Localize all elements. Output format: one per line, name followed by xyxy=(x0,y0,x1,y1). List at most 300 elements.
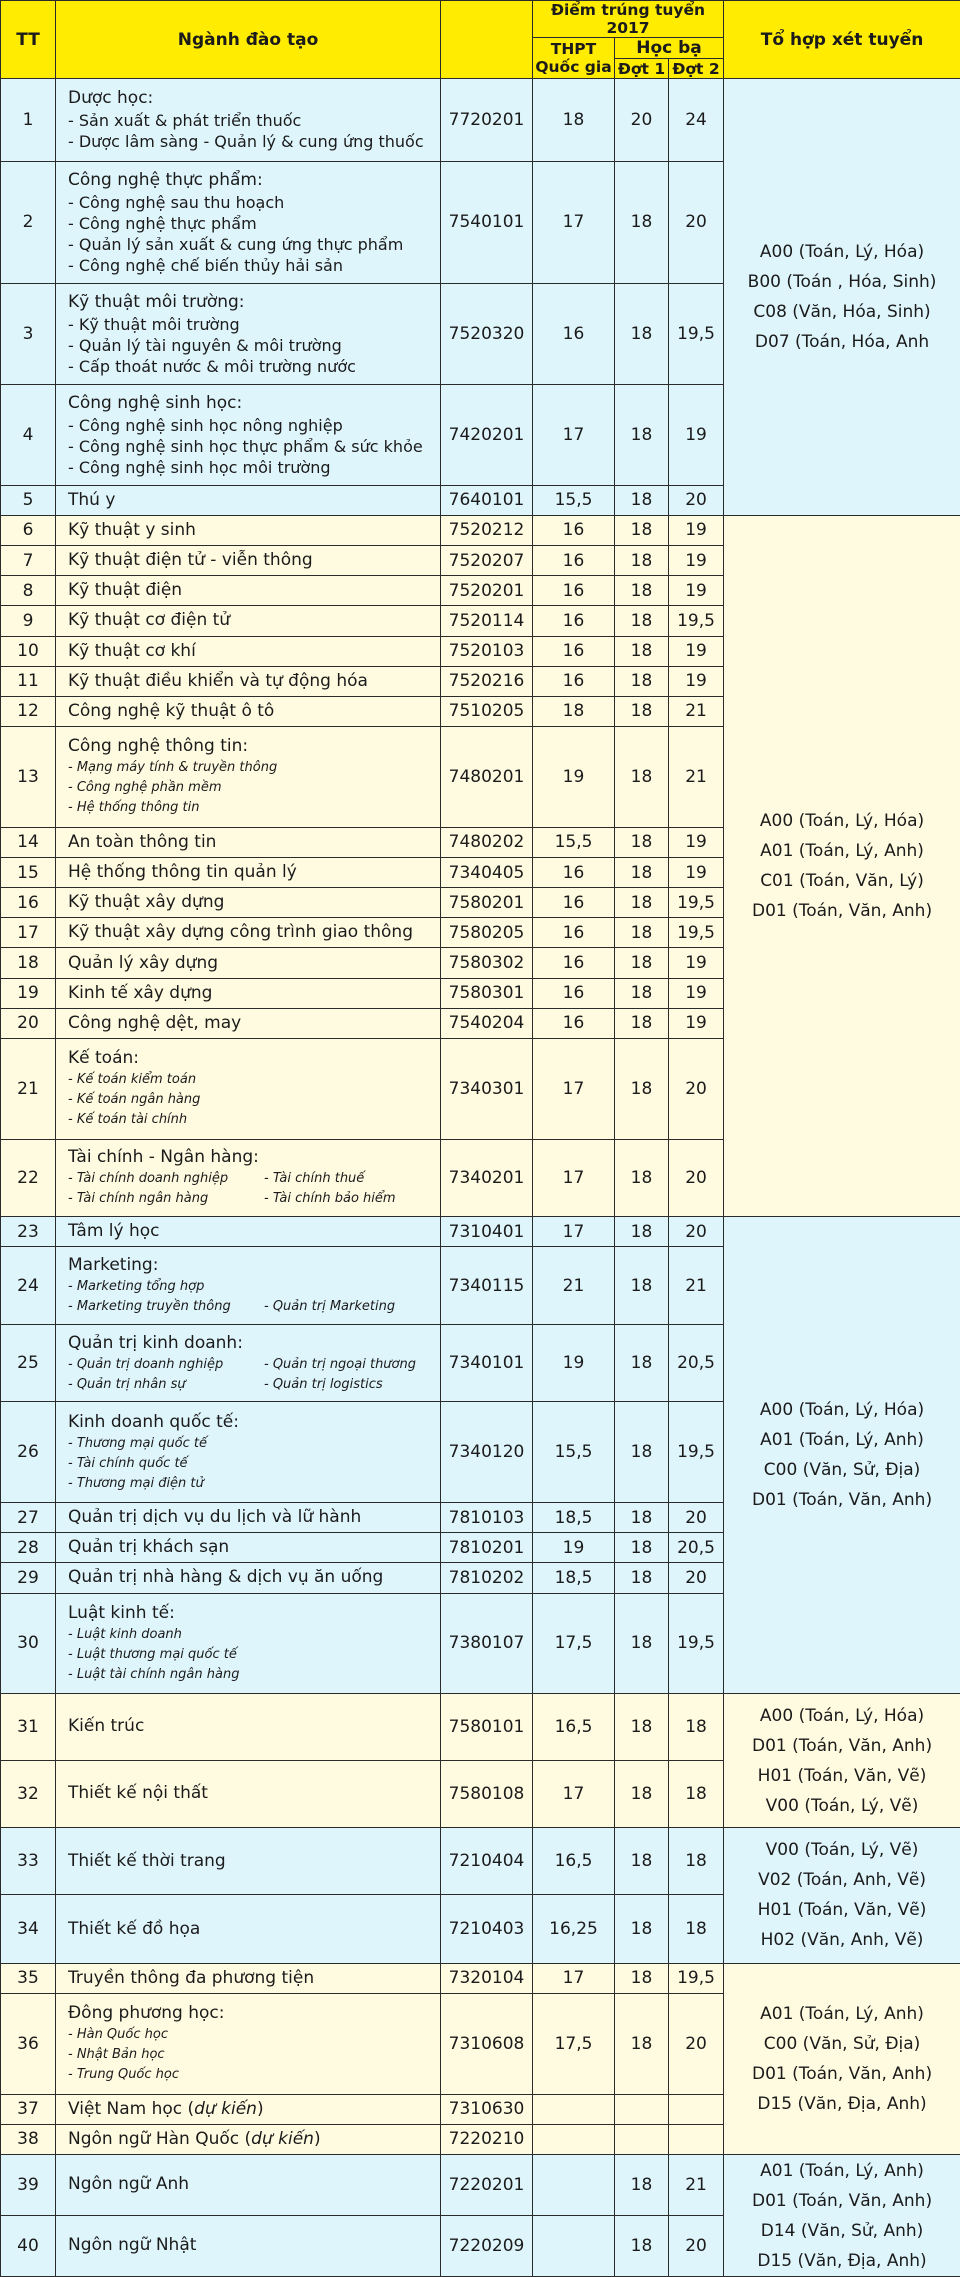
score-dot-2: 19 xyxy=(669,636,724,666)
score-dot-2: 19,5 xyxy=(669,918,724,948)
major-specialization: - Marketing tổng hợp xyxy=(68,1279,205,1295)
score-dot-2: 20,5 xyxy=(669,1324,724,1401)
major-name-cell xyxy=(56,948,441,978)
header-major: Ngành đào tạo xyxy=(56,1,441,79)
major-name-cell xyxy=(56,666,441,696)
row-number: 39 xyxy=(1,2155,56,2216)
row-number: 23 xyxy=(1,1217,56,1247)
major-name xyxy=(68,2098,440,2121)
major-code: 7520216 xyxy=(441,666,533,696)
major-note: dự kiến xyxy=(251,2128,314,2149)
score-dot-2: 20 xyxy=(669,1994,724,2095)
major-name xyxy=(68,169,440,192)
score-dot-1: 18 xyxy=(615,696,669,726)
major-name-text: Kỹ thuật xây dựng công trình giao thông xyxy=(68,922,413,943)
score-dot-1: 18 xyxy=(615,384,669,485)
row-number: 11 xyxy=(1,666,56,696)
row-number: 12 xyxy=(1,696,56,726)
major-name-cell xyxy=(56,606,441,636)
score-dot-2: 20 xyxy=(669,2215,724,2276)
combination-cell xyxy=(724,79,960,516)
score-dot-1: 18 xyxy=(615,1008,669,1038)
score-dot-1: 18 xyxy=(615,1039,669,1140)
major-name-cell xyxy=(56,2155,441,2216)
table-row xyxy=(1,79,960,162)
major-name-text: Công nghệ dệt, may xyxy=(68,1012,242,1033)
major-name xyxy=(68,1506,440,1529)
combination-cell xyxy=(724,515,960,1216)
major-specialization: - Hệ thống thông tin xyxy=(68,800,200,816)
major-specialization: - Công nghệ chế biến thủy hải sản xyxy=(68,255,343,275)
score-dot-2: 19,5 xyxy=(669,1593,724,1694)
score-dot-2: 21 xyxy=(669,1247,724,1324)
major-name-cell xyxy=(56,636,441,666)
score-dot-2: 19,5 xyxy=(669,284,724,385)
major-name-text: Thiết kế thời trang xyxy=(68,1850,226,1871)
major-code: 7540204 xyxy=(441,1008,533,1038)
major-specialization: - Quản trị ngoại thương xyxy=(264,1356,416,1372)
score-thpt: 17 xyxy=(533,1760,615,1827)
major-name-text: Kinh tế xây dựng xyxy=(68,982,213,1003)
row-number: 15 xyxy=(1,857,56,887)
major-name-text: Kỹ thuật cơ khí xyxy=(68,640,196,661)
major-code: 7520207 xyxy=(441,545,533,575)
score-dot-1: 18 xyxy=(615,1694,669,1760)
major-specialization: - Thương mại điện tử xyxy=(68,1475,204,1491)
row-number: 14 xyxy=(1,827,56,857)
row-number: 37 xyxy=(1,2094,56,2124)
major-code: 7580101 xyxy=(441,1694,533,1760)
header-tt: TT xyxy=(1,1,56,79)
score-thpt: 17 xyxy=(533,1217,615,1247)
score-thpt: 16,5 xyxy=(533,1828,615,1895)
combination-item: H01 (Toán, Văn, Vẽ) xyxy=(757,1765,927,1786)
major-name-cell xyxy=(56,2215,441,2276)
score-thpt: 17 xyxy=(533,1963,615,1993)
major-name xyxy=(68,952,440,975)
score-dot-1: 18 xyxy=(615,636,669,666)
major-name xyxy=(68,579,440,602)
score-dot-2 xyxy=(669,2094,724,2124)
row-number: 10 xyxy=(1,636,56,666)
score-dot-1: 20 xyxy=(615,79,669,162)
major-name-text: Truyền thông đa phương tiện xyxy=(68,1967,315,1988)
major-code: 7210404 xyxy=(441,1828,533,1895)
major-name-cell xyxy=(56,857,441,887)
header-thpt xyxy=(533,38,615,79)
score-thpt: 18 xyxy=(533,79,615,162)
major-name-cell xyxy=(56,1217,441,1247)
score-dot-2: 20 xyxy=(669,1217,724,1247)
row-number: 27 xyxy=(1,1502,56,1532)
major-code: 7310608 xyxy=(441,1994,533,2095)
score-dot-1: 18 xyxy=(615,827,669,857)
major-name xyxy=(68,1047,440,1070)
major-name xyxy=(68,1967,440,1990)
major-name xyxy=(68,982,440,1005)
row-number: 22 xyxy=(1,1139,56,1216)
combination-item: D14 (Văn, Sử, Anh) xyxy=(760,2220,924,2241)
combination-item: H01 (Toán, Văn, Vẽ) xyxy=(757,1900,927,1921)
major-name-cell xyxy=(56,1828,441,1895)
table-row xyxy=(1,1963,960,1993)
score-dot-1: 18 xyxy=(615,1402,669,1503)
major-specialization: - Hàn Quốc học xyxy=(68,2027,168,2043)
combination-item: A00 (Toán, Lý, Hóa) xyxy=(759,810,925,831)
major-name-text: Quản trị dịch vụ du lịch và lữ hành xyxy=(68,1507,362,1528)
combination-item: D01 (Toán, Văn, Anh) xyxy=(751,2063,933,2084)
major-specialization-line xyxy=(68,1169,440,1189)
score-dot-2: 19 xyxy=(669,666,724,696)
score-dot-2: 20 xyxy=(669,1563,724,1593)
major-code: 7340120 xyxy=(441,1402,533,1503)
major-name-cell xyxy=(56,1533,441,1563)
major-code: 7640101 xyxy=(441,485,533,515)
row-number: 2 xyxy=(1,161,56,284)
major-code: 7480202 xyxy=(441,827,533,857)
major-code: 7510205 xyxy=(441,696,533,726)
score-dot-1: 18 xyxy=(615,727,669,828)
score-dot-2: 20,5 xyxy=(669,1533,724,1563)
major-name-text: Kỹ thuật xây dựng xyxy=(68,892,225,913)
score-dot-1: 18 xyxy=(615,1963,669,1993)
major-name-cell xyxy=(56,515,441,545)
header-dot-1: Đợt 1 xyxy=(615,59,669,79)
row-number: 19 xyxy=(1,978,56,1008)
major-specialization: - Công nghệ sau thu hoạch xyxy=(68,192,285,212)
score-thpt: 16,25 xyxy=(533,1895,615,1963)
major-code: 7520212 xyxy=(441,515,533,545)
score-dot-1: 18 xyxy=(615,606,669,636)
score-thpt: 19 xyxy=(533,727,615,828)
major-specialization: - Tài chính thuế xyxy=(264,1171,365,1187)
major-code: 7580302 xyxy=(441,948,533,978)
table-row xyxy=(1,2155,960,2216)
row-number: 34 xyxy=(1,1895,56,1963)
major-name xyxy=(68,1012,440,1035)
score-dot-2: 20 xyxy=(669,1039,724,1140)
combination-item: B00 (Toán , Hóa, Sinh) xyxy=(747,271,937,292)
major-name-text: Ngôn ngữ Nhật xyxy=(68,2235,197,2256)
score-dot-1: 18 xyxy=(615,1593,669,1694)
score-thpt: 16 xyxy=(533,1008,615,1038)
major-code: 7520201 xyxy=(441,576,533,606)
major-code: 7580201 xyxy=(441,888,533,918)
row-number: 6 xyxy=(1,515,56,545)
major-name xyxy=(68,1536,440,1559)
major-name xyxy=(68,519,440,542)
score-dot-1: 18 xyxy=(615,888,669,918)
major-name xyxy=(68,2234,440,2257)
major-name-cell xyxy=(56,2094,441,2124)
combination-item: C01 (Toán, Văn, Lý) xyxy=(760,870,924,891)
header-hoc-ba: Học bạ xyxy=(615,38,724,59)
major-specialization: - Quản trị logistics xyxy=(264,1376,383,1392)
score-dot-1 xyxy=(615,2124,669,2154)
row-number: 18 xyxy=(1,948,56,978)
score-dot-1: 18 xyxy=(615,1760,669,1827)
major-name xyxy=(68,87,440,110)
row-number: 17 xyxy=(1,918,56,948)
major-specialization: - Luật thương mại quốc tế xyxy=(68,1646,237,1662)
score-dot-1: 18 xyxy=(615,1828,669,1895)
score-dot-1: 18 xyxy=(615,1994,669,2095)
major-name-cell xyxy=(56,161,441,284)
major-code: 7220209 xyxy=(441,2215,533,2276)
major-specialization-line xyxy=(68,1375,440,1395)
combination-item: C08 (Văn, Hóa, Sinh) xyxy=(753,301,931,322)
combination-item: V00 (Toán, Lý, Vẽ) xyxy=(765,1795,919,1816)
score-dot-1: 18 xyxy=(615,2215,669,2276)
combination-item: A01 (Toán, Lý, Anh) xyxy=(760,2003,924,2024)
major-specialization: - Quản lý tài nguyên & môi trường xyxy=(68,336,342,356)
combination-item: V02 (Toán, Anh, Vẽ) xyxy=(758,1870,926,1891)
major-name-text: Đông phương học: xyxy=(68,2003,225,2024)
major-code: 7810201 xyxy=(441,1533,533,1563)
score-dot-2 xyxy=(669,2124,724,2154)
major-code: 7220201 xyxy=(441,2155,533,2216)
score-thpt: 18 xyxy=(533,696,615,726)
row-number: 25 xyxy=(1,1324,56,1401)
major-code: 7220210 xyxy=(441,2124,533,2154)
major-specialization-line xyxy=(68,1277,440,1297)
major-name xyxy=(68,1411,440,1434)
score-dot-1: 18 xyxy=(615,1139,669,1216)
row-number: 5 xyxy=(1,485,56,515)
row-number: 16 xyxy=(1,888,56,918)
score-thpt: 16 xyxy=(533,666,615,696)
major-specialization: - Luật kinh doanh xyxy=(68,1626,182,1642)
major-name-text: Hệ thống thông tin quản lý xyxy=(68,862,297,882)
score-dot-1: 18 xyxy=(615,1895,669,1963)
major-name-cell xyxy=(56,727,441,828)
major-name-text: Kỹ thuật điện tử - viễn thông xyxy=(68,550,313,571)
major-specialization: - Mạng máy tính & truyền thông xyxy=(68,760,278,776)
major-name-text: Tài chính - Ngân hàng: xyxy=(68,1147,259,1168)
major-name xyxy=(68,489,440,512)
score-thpt: 16 xyxy=(533,576,615,606)
score-dot-1: 18 xyxy=(615,1217,669,1247)
major-name-text: Công nghệ sinh học: xyxy=(68,392,243,413)
major-code: 7580301 xyxy=(441,978,533,1008)
row-number: 4 xyxy=(1,384,56,485)
major-code: 7810103 xyxy=(441,1502,533,1532)
score-thpt: 17,5 xyxy=(533,1994,615,2095)
major-specialization: - Nhật Bản học xyxy=(68,2047,165,2063)
score-dot-2: 20 xyxy=(669,485,724,515)
major-name-text: Kế toán: xyxy=(68,1048,139,1069)
score-thpt: 16 xyxy=(533,545,615,575)
major-name xyxy=(68,1715,440,1738)
major-name-text: Kỹ thuật môi trường: xyxy=(68,292,245,313)
table-row xyxy=(1,1217,960,1247)
score-dot-1: 18 xyxy=(615,161,669,284)
header-thpt-line1: THPT xyxy=(550,40,597,58)
major-code: 7340405 xyxy=(441,857,533,887)
major-name-cell xyxy=(56,1139,441,1216)
row-number: 8 xyxy=(1,576,56,606)
score-thpt: 16 xyxy=(533,948,615,978)
major-name-text: Luật kinh tế: xyxy=(68,1602,175,1623)
major-name xyxy=(68,2002,440,2025)
major-code: 7420201 xyxy=(441,384,533,485)
major-name-cell xyxy=(56,1502,441,1532)
score-dot-2: 20 xyxy=(669,1139,724,1216)
combination-item: C00 (Văn, Sử, Địa) xyxy=(763,1460,921,1481)
score-thpt: 15,5 xyxy=(533,485,615,515)
major-code: 7810202 xyxy=(441,1563,533,1593)
score-thpt: 17 xyxy=(533,384,615,485)
score-dot-1: 18 xyxy=(615,576,669,606)
score-dot-2: 19 xyxy=(669,384,724,485)
score-dot-2: 19,5 xyxy=(669,606,724,636)
major-code: 7520114 xyxy=(441,606,533,636)
major-name-text: Công nghệ kỹ thuật ô tô xyxy=(68,700,275,721)
score-dot-2: 19 xyxy=(669,978,724,1008)
row-number: 33 xyxy=(1,1828,56,1895)
score-thpt: 19 xyxy=(533,1324,615,1401)
major-code: 7340115 xyxy=(441,1247,533,1324)
score-dot-1: 18 xyxy=(615,978,669,1008)
major-name-cell xyxy=(56,1593,441,1694)
major-name-cell xyxy=(56,1760,441,1827)
major-name-cell xyxy=(56,1895,441,1963)
major-note-close: ) xyxy=(313,2128,321,2149)
score-thpt xyxy=(533,2155,615,2216)
score-dot-2: 21 xyxy=(669,727,724,828)
score-dot-1: 18 xyxy=(615,2155,669,2216)
major-specialization: - Kế toán ngân hàng xyxy=(68,1092,201,1108)
major-specialization-line xyxy=(68,1355,440,1375)
major-code: 7520103 xyxy=(441,636,533,666)
row-number: 28 xyxy=(1,1533,56,1563)
score-dot-1: 18 xyxy=(615,1563,669,1593)
score-thpt: 21 xyxy=(533,1247,615,1324)
major-code: 7380107 xyxy=(441,1593,533,1694)
score-thpt: 16 xyxy=(533,515,615,545)
table-row xyxy=(1,1694,960,1760)
major-name xyxy=(68,1602,440,1625)
major-name-cell xyxy=(56,978,441,1008)
major-specialization: - Kế toán kiểm toán xyxy=(68,1072,197,1088)
major-note: dự kiến xyxy=(194,2098,257,2119)
score-dot-2: 19,5 xyxy=(669,1402,724,1503)
major-name xyxy=(68,1220,440,1243)
major-specialization: - Quản lý sản xuất & cung ứng thực phẩm xyxy=(68,234,404,254)
combination-item: D01 (Toán, Văn, Anh) xyxy=(751,1490,933,1511)
score-dot-1: 18 xyxy=(615,1502,669,1532)
score-thpt: 17 xyxy=(533,1139,615,1216)
combination-item: A00 (Toán, Lý, Hóa) xyxy=(759,1400,925,1421)
combination-item: C00 (Văn, Sử, Địa) xyxy=(763,2033,921,2054)
major-name-text: Dược học: xyxy=(68,88,154,109)
major-name-cell xyxy=(56,79,441,162)
row-number: 26 xyxy=(1,1402,56,1503)
major-name xyxy=(68,921,440,944)
major-name xyxy=(68,700,440,723)
row-number: 3 xyxy=(1,284,56,385)
table-row xyxy=(1,515,960,545)
major-specialization: - Công nghệ sinh học thực phẩm & sức khỏe xyxy=(68,436,423,456)
major-specialization: - Công nghệ sinh học nông nghiệp xyxy=(68,415,343,435)
major-specialization: - Công nghệ sinh học môi trường xyxy=(68,457,331,477)
score-dot-2: 20 xyxy=(669,1502,724,1532)
major-name-cell xyxy=(56,1324,441,1401)
major-specialization: - Quản trị Marketing xyxy=(264,1299,396,1315)
major-name-text: Thú y xyxy=(68,489,116,510)
row-number: 20 xyxy=(1,1008,56,1038)
major-code: 7210403 xyxy=(441,1895,533,1963)
combination-item: A01 (Toán, Lý, Anh) xyxy=(760,2160,924,2181)
score-dot-2: 18 xyxy=(669,1828,724,1895)
major-name-text: Kỹ thuật cơ điện tử xyxy=(68,610,231,631)
major-name-text: Marketing: xyxy=(68,1255,159,1276)
major-specialization-line xyxy=(68,1297,440,1317)
combination-cell xyxy=(724,1694,960,1828)
score-thpt: 16 xyxy=(533,857,615,887)
major-name-cell xyxy=(56,918,441,948)
score-thpt: 18,5 xyxy=(533,1502,615,1532)
major-name xyxy=(68,291,440,314)
major-specialization: - Tài chính quốc tế xyxy=(68,1455,188,1471)
major-name-text: Kinh doanh quốc tế: xyxy=(68,1411,239,1432)
score-dot-1: 18 xyxy=(615,1533,669,1563)
row-number: 36 xyxy=(1,1994,56,2095)
row-number: 29 xyxy=(1,1563,56,1593)
major-code: 7310630 xyxy=(441,2094,533,2124)
major-name-text: Quản trị khách sạn xyxy=(68,1537,230,1558)
score-dot-1: 18 xyxy=(615,948,669,978)
major-name-text: Công nghệ thông tin: xyxy=(68,736,249,757)
score-dot-1 xyxy=(615,2094,669,2124)
major-name-text: Quản trị kinh doanh: xyxy=(68,1332,243,1353)
major-specialization: - Tài chính bảo hiểm xyxy=(264,1191,396,1207)
combination-item: D01 (Toán, Văn, Anh) xyxy=(751,1735,933,1756)
score-dot-2: 19 xyxy=(669,1008,724,1038)
major-name-cell xyxy=(56,284,441,385)
row-number: 1 xyxy=(1,79,56,162)
major-name-text: Kiến trúc xyxy=(68,1716,145,1737)
combination-item: A00 (Toán, Lý, Hóa) xyxy=(759,241,925,262)
score-dot-2: 19,5 xyxy=(669,888,724,918)
score-thpt: 17,5 xyxy=(533,1593,615,1694)
major-name-text: Thiết kế nội thất xyxy=(68,1783,208,1804)
combination-item: A01 (Toán, Lý, Anh) xyxy=(760,840,924,861)
major-specialization: - Tài chính ngân hàng xyxy=(68,1191,209,1207)
major-name-text: Ngôn ngữ Hàn Quốc ( xyxy=(68,2128,252,2149)
score-thpt: 16 xyxy=(533,888,615,918)
major-specialization: - Thương mại quốc tế xyxy=(68,1435,208,1451)
score-thpt: 17 xyxy=(533,161,615,284)
combination-item: V00 (Toán, Lý, Vẽ) xyxy=(765,1840,919,1861)
major-name-cell xyxy=(56,576,441,606)
major-specialization: - Marketing truyền thông xyxy=(68,1299,231,1315)
major-name xyxy=(68,609,440,632)
major-name xyxy=(68,735,440,758)
score-dot-1: 18 xyxy=(615,666,669,696)
major-name-text: Việt Nam học ( xyxy=(68,2098,195,2119)
major-name-cell xyxy=(56,485,441,515)
major-specialization: - Quản trị doanh nghiệp xyxy=(68,1356,224,1372)
major-name xyxy=(68,1782,440,1805)
major-name-text: Ngôn ngữ Anh xyxy=(68,2174,190,2195)
major-name-cell xyxy=(56,888,441,918)
score-dot-1: 18 xyxy=(615,1324,669,1401)
score-thpt: 16 xyxy=(533,636,615,666)
row-number: 21 xyxy=(1,1039,56,1140)
major-code: 7520320 xyxy=(441,284,533,385)
combination-item: A00 (Toán, Lý, Hóa) xyxy=(759,1705,925,1726)
